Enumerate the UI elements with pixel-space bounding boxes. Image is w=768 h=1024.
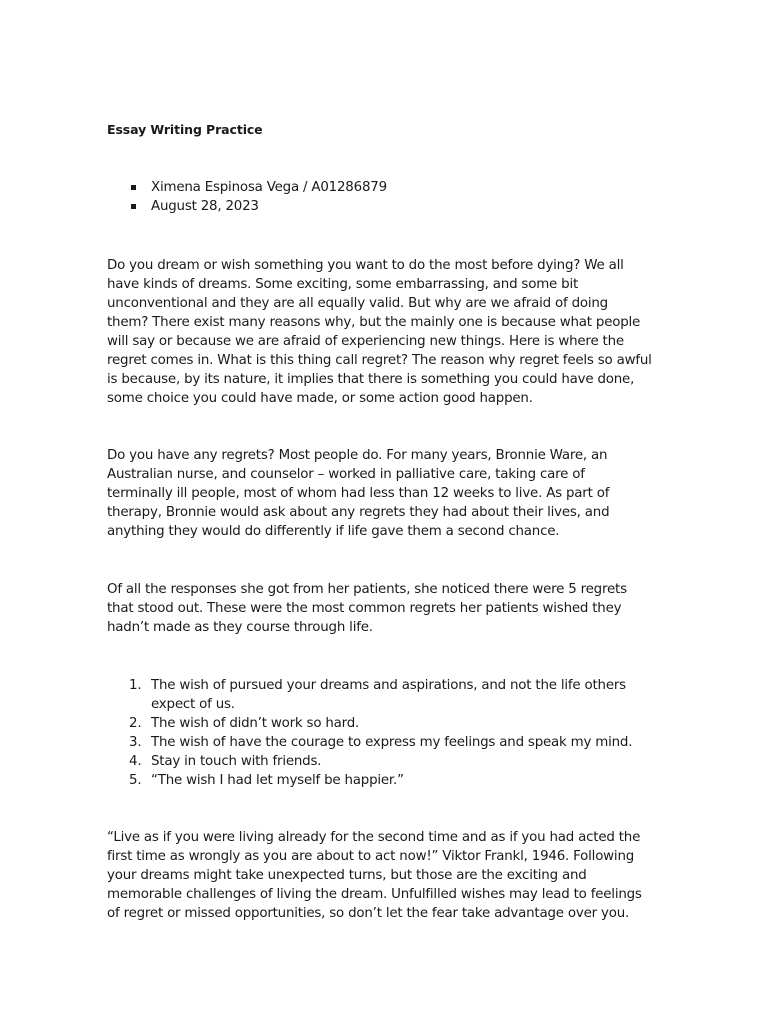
text-line: have kinds of dreams. Some exciting, some embarrassing, and some bit bbox=[107, 277, 579, 292]
square-bullet-icon bbox=[131, 185, 136, 190]
document-title: Essay Writing Practice bbox=[107, 122, 263, 137]
text-line: expect of us. bbox=[151, 697, 235, 712]
text-line: therapy, Bronnie would ask about any regrets they had about their lives, and bbox=[107, 505, 610, 520]
regrets-list bbox=[107, 676, 667, 790]
list-number: 4. bbox=[129, 754, 142, 769]
paragraph-regrets-intro bbox=[107, 580, 667, 637]
text-line: regret comes in. What is this thing call regret? The reason why regret feels so awful bbox=[107, 353, 652, 368]
text-line: Do you dream or wish something you want to do the most before dying? We all bbox=[107, 258, 624, 273]
text-line: hadn’t made as they course through life. bbox=[107, 620, 373, 635]
author-name-item bbox=[107, 178, 667, 197]
list-number: 5. bbox=[129, 773, 142, 788]
text-line: that stood out. These were the most common regrets her patients wished they bbox=[107, 601, 622, 616]
text-line: The wish of didn’t work so hard. bbox=[151, 716, 360, 731]
author-info-list bbox=[107, 178, 667, 216]
text-line: “Live as if you were living already for the second time and as if you had acted the bbox=[107, 830, 641, 845]
text-line: Stay in touch with friends. bbox=[151, 754, 322, 769]
list-item bbox=[107, 752, 667, 771]
text-line: Of all the responses she got from her patients, she noticed there were 5 regrets bbox=[107, 582, 627, 597]
date-item bbox=[107, 197, 667, 216]
list-number: 1. bbox=[129, 678, 142, 693]
text-line: anything they would do differently if life gave them a second chance. bbox=[107, 524, 560, 539]
list-item bbox=[107, 714, 667, 733]
text-line: Do you have any regrets? Most people do. For many years, Bronnie Ware, an bbox=[107, 448, 608, 463]
document-date: August 28, 2023 bbox=[151, 199, 259, 214]
text-line: terminally ill people, most of whom had less than 12 weeks to live. As part of bbox=[107, 486, 610, 501]
text-line: The wish of pursued your dreams and aspirations, and not the life others bbox=[151, 678, 626, 693]
text-line: your dreams might take unexpected turns, but those are the exciting and bbox=[107, 868, 587, 883]
text-line: The wish of have the courage to express my feelings and speak my mind. bbox=[151, 735, 633, 750]
paragraph-conclusion bbox=[107, 828, 667, 923]
text-line: “The wish I had let myself be happier.” bbox=[151, 773, 404, 788]
author-name: Ximena Espinosa Vega / A01286879 bbox=[151, 180, 387, 195]
text-line: Australian nurse, and counselor – worked in palliative care, taking care of bbox=[107, 467, 585, 482]
text-line: unconventional and they are all equally valid. But why are we afraid of doing bbox=[107, 296, 608, 311]
list-number: 3. bbox=[129, 735, 142, 750]
text-line: some choice you could have made, or some action good happen. bbox=[107, 391, 533, 406]
paragraph-intro bbox=[107, 256, 667, 408]
text-line: memorable challenges of living the dream. Unfulfilled wishes may lead to feelings bbox=[107, 887, 642, 902]
list-item bbox=[107, 676, 667, 714]
text-line: will say or because we are afraid of experiencing new things. Here is where the bbox=[107, 334, 624, 349]
paragraph-bronnie-ware bbox=[107, 446, 667, 541]
list-number: 2. bbox=[129, 716, 142, 731]
square-bullet-icon bbox=[131, 204, 136, 209]
text-line: of regret or missed opportunities, so don’t let the fear take advantage over you. bbox=[107, 906, 630, 921]
text-line: them? There exist many reasons why, but the mainly one is because what people bbox=[107, 315, 641, 330]
text-line: is because, by its nature, it implies that there is something you could have done, bbox=[107, 372, 635, 387]
list-item bbox=[107, 733, 667, 752]
text-line: first time as wrongly as you are about to act now!” Viktor Frankl, 1946. Following bbox=[107, 849, 635, 864]
list-item bbox=[107, 771, 667, 790]
